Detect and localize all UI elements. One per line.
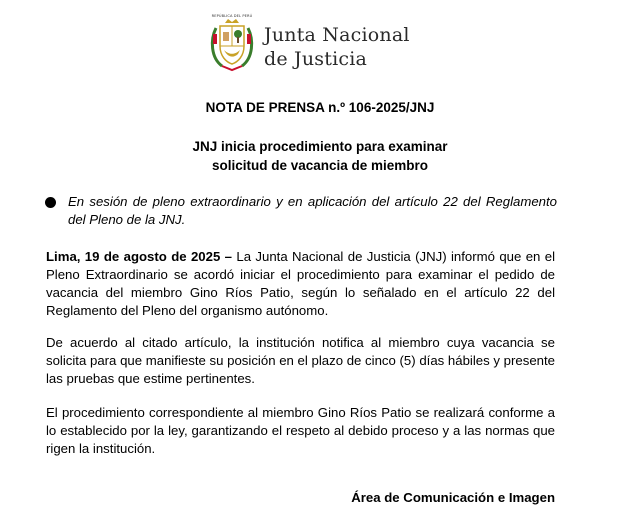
- press-headline: [0, 137, 640, 175]
- headline-line2: solicitud de vacancia de miembro: [211, 158, 429, 173]
- coat-of-arms-graphic: [208, 14, 256, 74]
- headline-line1: JNJ inicia procedimiento para examinar: [192, 139, 448, 154]
- institution-name-line2: de Justicia: [264, 48, 368, 70]
- institution-name: [264, 23, 410, 71]
- body-paragraph-1: [46, 248, 555, 320]
- press-note-title: NOTA DE PRENSA n.º 106-2025/JNJ: [205, 100, 435, 115]
- body-paragraph-2: De acuerdo al citado artículo, la institución notifica al miembro cuya vacancia se solicita para que manifieste su posición en el plazo de cinco (5) días hábiles y presente las pruebas que estime pertinentes.: [46, 335, 555, 386]
- bullet-dot-icon: [45, 197, 56, 208]
- summary-bullet-text: En sesión de pleno extraordinario y en aplicación del artículo 22 del Reglamento del Pleno de la JNJ.: [68, 194, 557, 227]
- paragraph-1-text: La Junta Nacional de Justicia (JNJ) informó que en el Pleno Extraordinario se acordó iniciar el procedimiento para examinar el pedido de vacancia del miembro Gino Ríos Patio, según lo señalado en el artículo 22 del Reglamento del Pleno del organismo autónomo.: [46, 249, 555, 318]
- institution-name-line1: Junta Nacional: [264, 24, 410, 46]
- signature-department: Área de Comunicación e Imagen: [351, 490, 555, 505]
- peru-coat-of-arms-icon: [208, 14, 256, 74]
- institution-header: [208, 14, 410, 74]
- emblem-caption: REPÚBLICA DEL PERÚ: [211, 14, 253, 18]
- summary-bullet: [45, 193, 557, 229]
- body-paragraph-3: El procedimiento correspondiente al miembro Gino Ríos Patio se realizará conforme a lo establecido por la ley, garantizando el respeto al debido proceso y a las normas que rigen la institución.: [46, 405, 555, 456]
- dateline: Lima, 19 de agosto de 2025 –: [46, 249, 233, 264]
